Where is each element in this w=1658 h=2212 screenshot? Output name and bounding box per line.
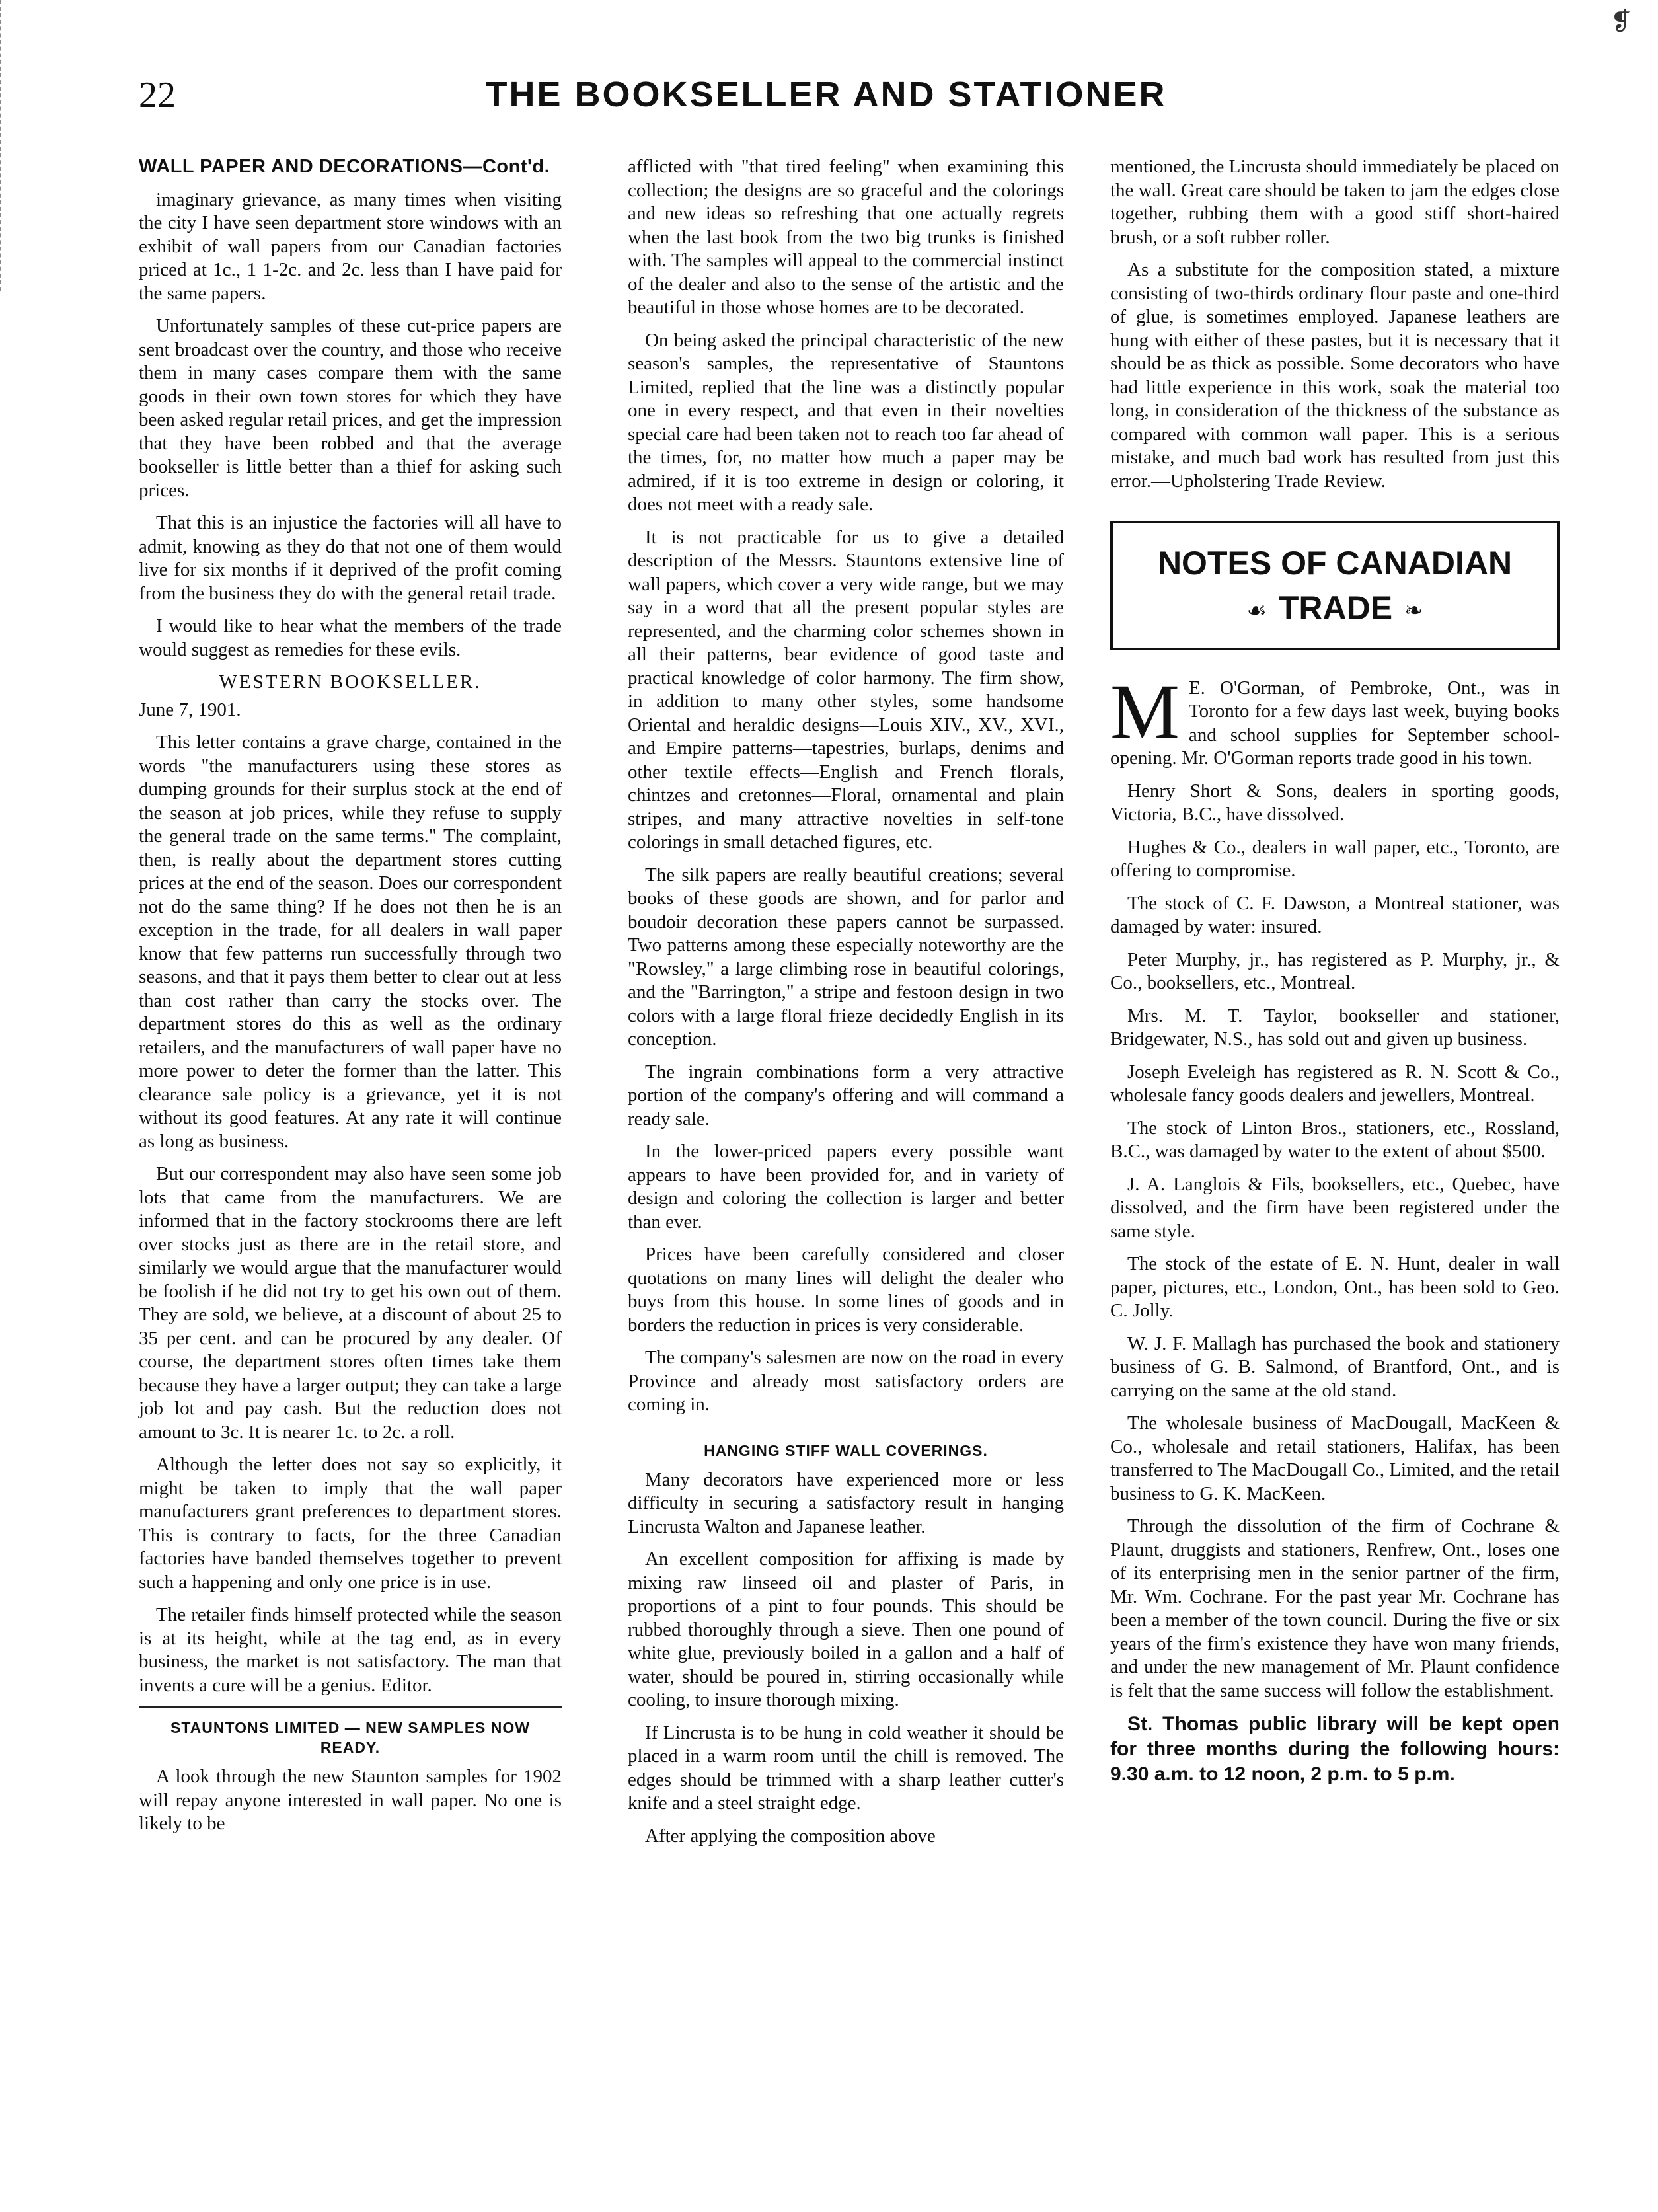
article-paragraph: afflicted with "that tired feeling" when examining this collection; the designs are so graceful and the colorings and new ideas so refreshing that one actually regrets when the last book from the two big trunks is finished with. The samples will appeal to the commercial instinct of the dealer and also to the sense of the artistic and the beautiful in those whose homes are to be decorated. [628, 156, 1064, 318]
notes-title-line-1: NOTES OF CANADIAN [1157, 545, 1513, 582]
ink-blot-mark: ❡ [1610, 8, 1632, 36]
hand-fleuron-icon: ☙ [1246, 597, 1267, 623]
notes-title-trade: TRADE [1278, 590, 1393, 627]
notes-title-box [1110, 521, 1560, 650]
hanging-paragraph: An excellent composition for affixing is made by mixing raw linseed oil and plaster of Paris, in proportions of a pint to four pounds. This should be rubbed thoroughly through a sieve. Then one pound of white glue, previously boiled in a gallon and a half of water, should be poured in, stirring occasionally while cooling, to insure thorough mixing. [628, 1548, 1064, 1710]
hanging-article-heading: HANGING STIFF WALL COVERINGS. [704, 1441, 988, 1459]
editor-reply-paragraph: Although the letter does not say so explicitly, it might be taken to imply that the wall paper manufacturers grant preferences to department stores. This is contrary to facts, for the three Canadian factories have banded themselves together to prevent such a happening and only one price is in use. [139, 1454, 562, 1593]
letter-paragraph: imaginary grievance, as many times when visiting the city I have seen department store windows with an exhibit of wall papers from our Canadian factories priced at 1c., 1 1-2c. and 2c. less than I have paid for the same papers. [139, 188, 562, 304]
page-number: 22 [139, 75, 176, 116]
letter-paragraph: I would like to hear what the members of the trade would suggest as remedies for these evils. [139, 615, 562, 660]
letter-dateline: June 7, 1901. [139, 699, 241, 720]
trade-note: Hughes & Co., dealers in wall paper, etc., Toronto, are offering to compromise. [1110, 836, 1560, 882]
trade-note: The stock of the estate of E. N. Hunt, dealer in wall paper, pictures, etc., London, Ont., has been sold to Geo. C. Jolly. [1110, 1253, 1560, 1322]
article-paragraph: On being asked the principal characteristic of the new season's samples, the representative of Stauntons Limited, replied that the line was a distinctly popular one in every respect, and that even in their novelties special care had been taken not to reach too far ahead of the times, for, no matter how much a paper may be admired, if it is too extreme in design or coloring, it does not meet with a ready sale. [628, 329, 1064, 515]
trade-note: W. J. F. Mallagh has purchased the book and stationery business of G. B. Salmond, of Brantford, Ont., and is carrying on the same at the old stand. [1110, 1332, 1560, 1401]
scan-edge-marks [0, 0, 5, 291]
trade-note: Henry Short & Sons, dealers in sporting goods, Victoria, B.C., have dissolved. [1110, 780, 1560, 825]
trade-note: Peter Murphy, jr., has registered as P. Murphy, jr., & Co., booksellers, etc., Montreal. [1110, 948, 1560, 994]
first-trade-note [1110, 667, 1560, 771]
article-paragraph: The silk papers are really beautiful creations; several books of these goods are shown, and for parlor and boudoir decoration these papers cannot be surpassed. Two patterns among these especially noteworthy are the "Rowsley," a large climbing rose in beautiful colorings, and the "Barrington," a stripe and festoon design in two colors with a large floral frieze decidedly English in its conception. [628, 864, 1064, 1049]
trade-note: Joseph Eveleigh has registered as R. N. Scott & Co., wholesale fancy goods dealers and jewellers, Montreal. [1110, 1061, 1560, 1106]
staunton-intro-paragraph: A look through the new Staunton samples for 1902 will repay anyone interested in wall paper. No one is likely to be [139, 1766, 562, 1834]
first-trade-note-text: E. O'Gorman, of Pembroke, Ont., was in Toronto for a few days last week, buying books and school supplies for September school-opening. Mr. O'Gorman reports trade good in his town. [1110, 677, 1560, 769]
hanging-paragraph: If Lincrusta is to be hung in cold weather it should be placed in a warm room until the chill is removed. The edges should be trimmed with a sharp leather cutter's knife and a steel straight edge. [628, 1722, 1064, 1813]
article-paragraph: Prices have been carefully considered and closer quotations on many lines will delight the dealer who buys from this house. In some lines of goods and in borders the reduction in prices is very considerable. [628, 1244, 1064, 1336]
article-paragraph: The company's salesmen are now on the road in every Province and already most satisfactory orders are coming in. [628, 1347, 1064, 1415]
trade-note: Mrs. M. T. Taylor, bookseller and stationer, Bridgewater, N.S., has sold out and given up business. [1110, 1005, 1560, 1050]
column-2 [628, 155, 1064, 1857]
continuation-paragraph: As a substitute for the composition stated, a mixture consisting of two-thirds ordinary flour paste and one-third of glue, is sometimes employed. Japanese leathers are hung with either of these pastes, but it is necessary that it should be as thick as possible. Some decorators who have had little experience in this work, soak the material too long, in consideration of the thickness of the substance as compared with common wall paper. This is a serious mistake, and much bad work has resulted from just this error.—Upholstering Trade Review. [1110, 259, 1560, 492]
trade-note: Through the dissolution of the firm of Cochrane & Plaunt, druggists and stationers, Renfrew, Ont., loses one of its enterprising men in the senior partner of the firm, Mr. Wm. Cochrane. For the past year Mr. Cochrane has been a member of the town council. During the five or six years of the firm's existence they have won many friends, and under the new management of Mr. Plaunt confidence is felt that the same success will follow the establishment. [1110, 1515, 1560, 1701]
continuation-paragraph: mentioned, the Lincrusta should immediately be placed on the wall. Great care should be taken to jam the edges close together, rubbing them with a good stiff short-haired brush, or a soft rubber roller. [1110, 156, 1560, 248]
staunton-article-heading: STAUNTONS LIMITED — NEW SAMPLES NOW READY. [139, 1706, 562, 1757]
column-1 [139, 155, 562, 1845]
notes-title-line-2 [1119, 586, 1550, 633]
letter-signature: WESTERN BOOKSELLER. [219, 671, 482, 693]
drop-cap-letter: M [1110, 667, 1180, 755]
trade-note: The stock of C. F. Dawson, a Montreal stationer, was damaged by water: insured. [1110, 892, 1560, 938]
letter-paragraph: That this is an injustice the factories will all have to admit, knowing as they do that not one of them would live for six months if it deprived of the profit coming from the business they do with the general retail trade. [139, 512, 562, 604]
masthead-title: THE BOOKSELLER AND STATIONER [485, 75, 1167, 114]
trade-note: The stock of Linton Bros., stationers, etc., Rossland, B.C., was damaged by water to the extent of about $500. [1110, 1117, 1560, 1163]
library-notice: St. Thomas public library will be kept open for three months during the following hours: 9.30 a.m. to 12 noon, 2 p.m. to 5 p.m. [1110, 1713, 1560, 1786]
letter-paragraph: Unfortunately samples of these cut-price papers are sent broadcast over the country, and those who receive them in many cases compare them with the same goods in their own town stores for which they have been asked regular retail prices, and get the impression that they have been robbed and that the average bookseller is little better than a thief for asking such prices. [139, 315, 562, 501]
trade-note: The wholesale business of MacDougall, MacKeen & Co., wholesale and retail stationers, Halifax, has been transferred to The MacDougall Co., Limited, and the retail business to G. K. MacKeen. [1110, 1412, 1560, 1504]
article-paragraph: In the lower-priced papers every possible want appears to have been provided for, and in variety of design and coloring the collection is larger and better than ever. [628, 1141, 1064, 1233]
hand-fleuron-icon: ❧ [1404, 597, 1423, 623]
column-3 [1110, 155, 1560, 1796]
hanging-paragraph: Many decorators have experienced more or less difficulty in securing a satisfactory result in hanging Lincrusta Walton and Japanese leather. [628, 1468, 1064, 1537]
article-paragraph: The ingrain combinations form a very attractive portion of the company's offering and will command a ready sale. [628, 1061, 1064, 1129]
editor-reply-paragraph: This letter contains a grave charge, contained in the words "the manufacturers using these stores as dumping grounds for their surplus stock at the end of the season at job prices, while they refuse to supply the general trade on the same terms." The complaint, then, is really about the department stores cutting prices at the end of the season. Does our correspondent not do the same thing? If he does not then he is an exception in the trade, for all dealers in wall paper know that few patterns run successfully through two seasons, and that it pays them better to clear out at less than cost rather than carry the stocks over. The department stores do this as well as the ordinary retailers, and the manufacturers of wall paper have no more power to deter the former than the latter. This clearance sale policy is a grievance, yet it is not without its good features. At any rate it will continue as long as business. [139, 732, 562, 1152]
article-paragraph: It is not practicable for us to give a detailed description of the Messrs. Stauntons extensive line of wall papers, which cover a very wide range, but we may say in a word that all the present popular styles are represented, and the charming color schemes shown in all their patterns, bear evidence of good taste and practical knowledge of color harmony. The firm show, in addition to many other styles, some handsome Oriental and heraldic designs—Louis XIV., XV., XVI., and Empire patterns—tapestries, burlaps, denims and other textile effects—English and French florals, chintzes and cretonnes—Floral, ornamental and plain stripes, and many attractive novelties in self-tone colorings in small detached figures, etc. [628, 526, 1064, 853]
trade-note: J. A. Langlois & Fils, booksellers, etc., Quebec, have dissolved, and the firm have been registered under the same style. [1110, 1173, 1560, 1242]
hanging-paragraph: After applying the composition above [645, 1825, 936, 1847]
section-title: WALL PAPER AND DECORATIONS—Cont'd. [139, 156, 550, 177]
page-header [139, 74, 1513, 127]
editor-reply-paragraph: But our correspondent may also have seen some job lots that came from the manufacturers. We are informed that in the factory stockrooms there are left over stocks just as there are in the retail store, and similarly we would argue that the manufacturer would be foolish if he did not try to get his own out of them. They are sold, we believe, at a discount of about 25 to 35 per cent. and can be procured by any dealer. Of course, the department stores often times take them because they have a larger output; they can take a large job lot and pay cash. But the reduction does not amount to 3c. It is nearer 1c. to 2c. a roll. [139, 1163, 562, 1443]
editor-reply-paragraph: The retailer finds himself protected while the season is at its height, while at the tag end, as in every business, the market is not satisfactory. The man that invents a cure will be a genius. Editor. [139, 1604, 562, 1696]
